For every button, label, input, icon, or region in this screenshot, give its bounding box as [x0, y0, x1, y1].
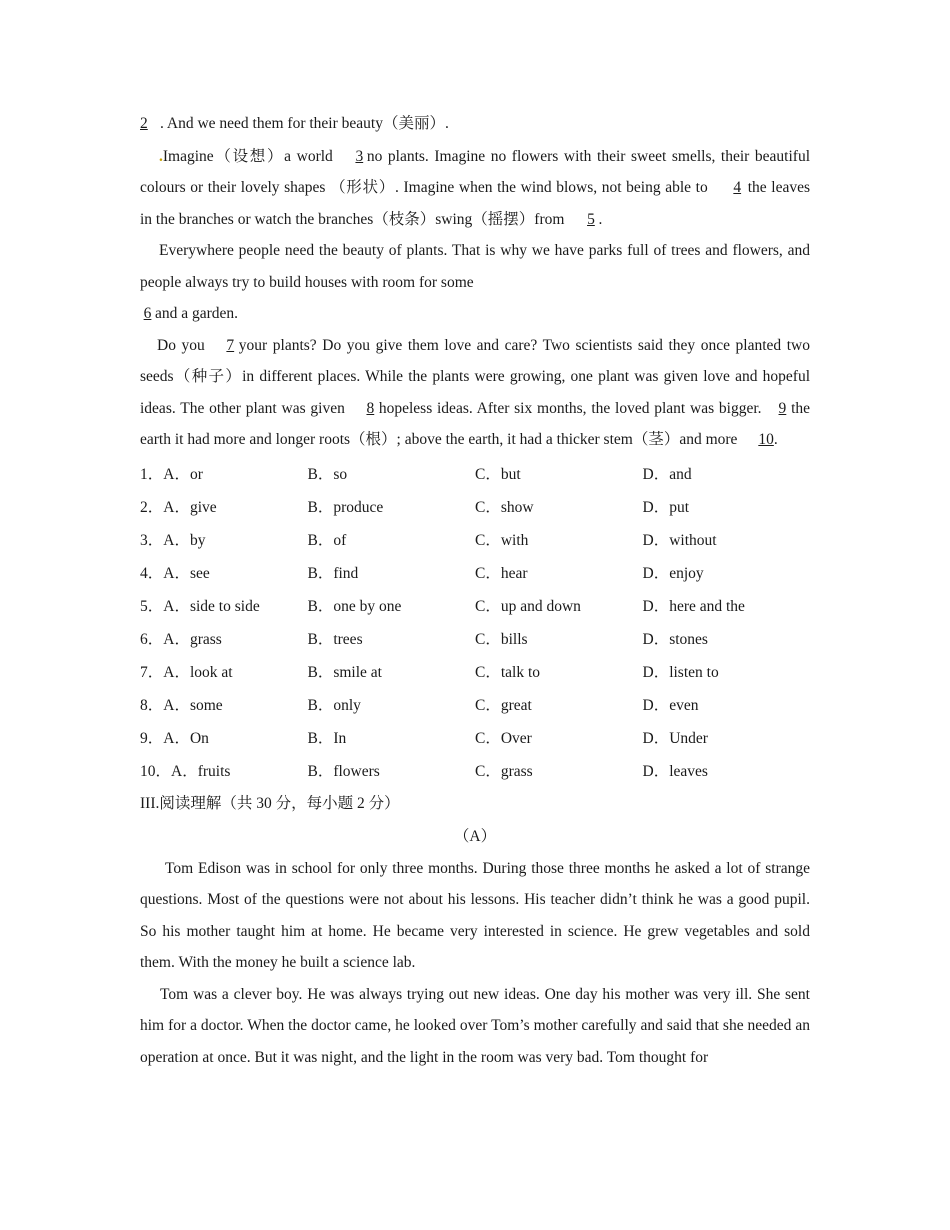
option-b: B．trees [307, 631, 363, 648]
option-d: D．put [642, 499, 690, 516]
option-c: C．with [475, 532, 529, 549]
option-c: C．grass [475, 763, 533, 780]
question-number: 3． [140, 532, 164, 549]
paragraph-everywhere [140, 235, 810, 330]
option-a: A．by [163, 532, 206, 549]
option-a-cell [140, 528, 308, 550]
passage-text: the leaves in the branches or watch the branches（枝条）swing（摇摆）from [140, 179, 810, 228]
option-b: B．one by one [307, 598, 402, 615]
option-b: B．so [307, 466, 348, 483]
option-c-cell [475, 693, 643, 715]
blank-7: 7 [226, 336, 235, 354]
question-number: 7． [140, 664, 164, 681]
option-d-cell [643, 660, 811, 682]
option-b: B．find [307, 565, 359, 582]
option-row [140, 688, 810, 721]
option-d: D．stones [642, 631, 708, 648]
blank-6: 6 [143, 305, 152, 322]
option-a-cell [140, 759, 308, 781]
option-d: D．leaves [642, 763, 708, 780]
option-c: C．up and down [475, 598, 581, 615]
paragraph-doyou [140, 330, 810, 456]
question-number: 2． [140, 499, 164, 516]
passage-text: . And we need them for their beauty（美丽）. [160, 115, 449, 132]
passage-text: the earth it had more and longer roots（根）; above the earth, it had a thicker stem（茎）and more [140, 399, 811, 448]
option-c-cell [475, 627, 643, 649]
question-number: 9． [140, 730, 164, 747]
option-a-cell [140, 594, 308, 616]
option-b-cell [308, 462, 476, 484]
option-a: A．some [163, 697, 223, 714]
option-a-cell [140, 561, 308, 583]
passage-text: and a garden. [155, 305, 239, 322]
option-d-cell [643, 693, 811, 715]
option-row [140, 655, 810, 688]
option-b: B．smile at [307, 664, 382, 681]
option-d-cell [643, 726, 811, 748]
part-label: （A） [453, 827, 497, 845]
question-number: 5． [140, 598, 164, 615]
passage-text: Everywhere people need the beauty of plants. That is why we have parks full of trees and flowers, and people always try to build houses with room for some [140, 242, 810, 291]
blank-8: 8 [366, 399, 375, 417]
option-c-cell [475, 528, 643, 550]
option-a-cell [140, 726, 308, 748]
option-c: C．great [475, 697, 532, 714]
mark-dot: . [159, 147, 163, 165]
option-d: D．here and the [642, 598, 745, 615]
option-b: B．of [307, 532, 347, 549]
option-a-cell [140, 462, 308, 484]
passage-text: . [773, 431, 778, 448]
option-b-cell [308, 495, 476, 517]
options-list [140, 457, 810, 787]
option-c-cell [475, 561, 643, 583]
option-a: A．give [163, 499, 217, 516]
option-b: B．In [307, 730, 347, 747]
passage-text: . [598, 210, 603, 228]
option-row [140, 721, 810, 754]
paragraph-edison-1: Tom Edison was in school for only three months. During those three months he asked a lot of strange questions. Most of the questions were not about his lessons. His teacher didn’t think he was a good pupil. So his mother taught him at home. He became very interested in science. He grew vegetables and sold them. With the money he built a science lab. [140, 859, 810, 971]
option-d-cell [643, 759, 811, 781]
option-c-cell [475, 759, 643, 781]
option-b-cell [308, 594, 476, 616]
option-row [140, 556, 810, 589]
option-b: B．produce [307, 499, 384, 516]
option-a-cell [140, 693, 308, 715]
passage-text: no plants. Imagine no flowers with their sweet smells, their beautiful colours or their lovely shapes （形状）. Imagine when the wind blows, not being able to [140, 147, 811, 196]
option-d-cell [643, 462, 811, 484]
option-row [140, 457, 810, 490]
blank-9: 9 [778, 399, 787, 417]
option-b: B．flowers [307, 763, 380, 780]
option-d: D．even [642, 697, 699, 714]
question-number: 10． [140, 763, 172, 780]
option-c: C．but [475, 466, 521, 483]
paragraph-edison-2: Tom was a clever boy. He was always trying out new ideas. One day his mother was very ill. She sent him for a doctor. When the doctor came, he looked over Tom’s mother carefully and said that she needed an operation at once. But it was night, and the light in the room was very bad. Tom thought for [140, 985, 810, 1066]
option-a: A．or [163, 466, 203, 483]
option-c: C．talk to [475, 664, 541, 681]
option-c: C．hear [475, 565, 528, 582]
passage-text: Do you [157, 336, 205, 354]
option-d-cell [643, 561, 811, 583]
document-page [140, 108, 810, 1073]
option-d: D．and [642, 466, 692, 483]
option-b-cell [308, 561, 476, 583]
option-a: A．see [163, 565, 210, 582]
option-b-cell [308, 528, 476, 550]
option-c-cell [475, 462, 643, 484]
blank-2: 2 [140, 115, 148, 132]
passage-line-2 [140, 108, 810, 140]
option-a: A．side to side [163, 598, 260, 615]
option-a: A．look at [163, 664, 233, 681]
option-row [140, 589, 810, 622]
option-c-cell [475, 726, 643, 748]
section-title: III.阅读理解（共 30 分，每小题 2 分） [140, 794, 400, 812]
option-c: C．show [475, 499, 534, 516]
question-number: 4． [140, 565, 164, 582]
option-c: C．bills [475, 631, 528, 648]
option-row [140, 622, 810, 655]
question-number: 1． [140, 466, 164, 483]
option-b-cell [308, 627, 476, 649]
option-b-cell [308, 759, 476, 781]
passage-text: your plants? Do you give them love and care? Two scientists said they once planted two seeds（种子）in different places. While the plants were growing, one plant was given love and hopeful ideas. The other plant was given [140, 336, 810, 417]
option-c: C．Over [475, 730, 532, 747]
question-number: 6． [140, 631, 164, 648]
option-d-cell [643, 594, 811, 616]
option-b: B．only [307, 697, 361, 714]
option-b-cell [308, 660, 476, 682]
option-d: D．enjoy [642, 565, 704, 582]
option-c-cell [475, 594, 643, 616]
option-d-cell [643, 627, 811, 649]
option-c-cell [475, 495, 643, 517]
option-d: D．Under [642, 730, 708, 747]
option-d-cell [643, 495, 811, 517]
passage-text: hopeless ideas. After six months, the loved plant was bigger. [378, 399, 762, 417]
blank-4: 4 [733, 179, 742, 196]
option-a: A．grass [163, 631, 222, 648]
option-c-cell [475, 660, 643, 682]
blank-3: 3 [355, 147, 364, 165]
option-b-cell [308, 693, 476, 715]
blank-10: 10 [758, 431, 774, 448]
option-d-cell [643, 528, 811, 550]
option-b-cell [308, 726, 476, 748]
option-d: D．listen to [642, 664, 719, 681]
option-row [140, 490, 810, 523]
option-a: A．On [163, 730, 209, 747]
option-row [140, 754, 810, 787]
option-a-cell [140, 660, 308, 682]
question-number: 8． [140, 697, 164, 714]
paragraph-imagine [140, 141, 810, 236]
option-row [140, 523, 810, 556]
passage-text: Imagine（设想）a world [162, 147, 333, 165]
option-a-cell [140, 495, 308, 517]
option-d: D．without [642, 532, 717, 549]
option-a-cell [140, 627, 308, 649]
blank-5: 5 [587, 210, 595, 228]
option-a: A．fruits [171, 763, 231, 780]
